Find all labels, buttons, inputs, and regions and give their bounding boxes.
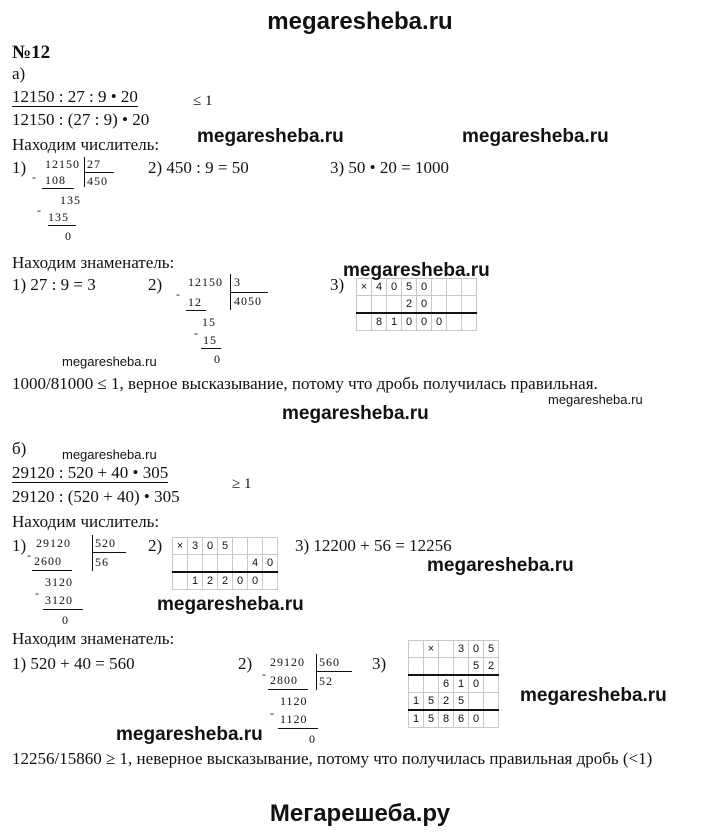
part-b-denominator-step-1: 1) 520 + 40 = 560 [12, 654, 135, 673]
part-a-step-3: 3) 50 • 20 = 1000 [330, 158, 449, 177]
remainder-final: 0 [62, 613, 69, 627]
divisor: 27 [87, 157, 101, 171]
remainder-final: 0 [65, 229, 72, 243]
watermark: megaresheba.ru [548, 392, 643, 407]
subtrahend-1: 2600 [34, 554, 62, 568]
part-b-expression-grouped: 29120 : (520 + 40) • 305 [12, 487, 180, 506]
task-number: №12 [12, 42, 51, 63]
part-b-multiplication-grid: × 3 0 5 4 0 1 2 2 0 0 [172, 537, 278, 590]
dividend: 29120 [36, 536, 71, 550]
minus-sign: - [35, 586, 40, 600]
part-a-expression-grouped: 12150 : (27 : 9) • 20 [12, 110, 150, 129]
dividend: 12150 [45, 157, 80, 171]
part-b-conclusion: 12256/15860 ≥ 1, неверное высказывание, потому что получилась правильная дробь (<1) [12, 749, 653, 768]
watermark: megaresheba.ru [62, 354, 157, 369]
part-a-label: а) [12, 64, 26, 83]
footer-site-title: Мегарешеба.ру [269, 800, 451, 827]
step-index: 1) [12, 158, 27, 177]
part-b-denominator-title: Находим знаменатель: [12, 629, 175, 648]
minus-sign: - [27, 548, 32, 562]
part-a-expression: 12150 : 27 : 9 • 20 [12, 87, 138, 106]
part-a-conclusion: 1000/81000 ≤ 1, верное высказывание, потому что дробь получилась правильная. [12, 374, 598, 393]
remainder-final: 0 [309, 732, 316, 746]
divisor: 560 [319, 655, 340, 669]
divisor: 520 [95, 536, 116, 550]
part-a-comparison: ≤ 1 [193, 93, 213, 109]
minus-sign: - [194, 326, 199, 340]
part-a-denominator-title: Находим знаменатель: [12, 253, 175, 272]
subtrahend-1: 2800 [270, 673, 298, 687]
part-b-label: б) [12, 439, 27, 458]
minus-sign: - [270, 706, 275, 720]
part-b-step-3: 3) 12200 + 56 = 12256 [295, 536, 452, 555]
minus-sign: - [32, 170, 37, 184]
quotient: 56 [95, 555, 109, 569]
watermark: megaresheba.ru [427, 555, 574, 576]
divisor: 3 [234, 275, 241, 289]
minus-sign: - [176, 287, 181, 301]
watermark: megaresheba.ru [116, 724, 263, 745]
dividend: 12150 [188, 275, 223, 289]
part-a-denominator-step-1: 1) 27 : 9 = 3 [12, 275, 96, 294]
minus-sign: - [37, 203, 42, 217]
remainder-1: 1120 [280, 694, 308, 708]
watermark: megaresheba.ru [282, 403, 429, 424]
quotient: 450 [87, 174, 108, 188]
part-b-multiplication-index: 2) [148, 536, 163, 555]
part-b-multiplication-index-2: 3) [372, 654, 387, 673]
dividend: 29120 [270, 655, 305, 669]
step-index: 1) [12, 536, 27, 555]
part-b-multiplication-grid-2: × 3 0 5 5 2 6 1 0 1 5 2 5 1 5 8 6 0 [408, 640, 499, 728]
part-b-comparison: ≥ 1 [232, 476, 252, 492]
watermark: megaresheba.ru [520, 685, 667, 706]
quotient: 52 [319, 674, 333, 688]
subtrahend-1: 108 [45, 173, 66, 187]
watermark: megaresheba.ru [343, 260, 490, 281]
remainder-1: 135 [60, 193, 81, 207]
subtrahend-2: 15 [203, 333, 217, 347]
part-a-step-2: 2) 450 : 9 = 50 [148, 158, 249, 177]
step-index: 2) [238, 654, 253, 673]
part-a-numerator-title: Находим числитель: [12, 135, 160, 154]
remainder-final: 0 [214, 352, 221, 366]
part-b-numerator-title: Находим числитель: [12, 512, 160, 531]
part-a-multiplication-grid: × 4 0 5 0 2 0 8 1 0 0 0 [356, 278, 477, 331]
subtrahend-2: 135 [48, 210, 69, 224]
watermark: megaresheba.ru [197, 126, 344, 147]
subtrahend-1: 12 [188, 295, 202, 309]
subtrahend-2: 1120 [280, 712, 308, 726]
remainder-1: 15 [202, 315, 216, 329]
remainder-1: 3120 [45, 575, 73, 589]
subtrahend-2: 3120 [45, 593, 73, 607]
part-a-multiplication-index: 3) [330, 275, 345, 294]
watermark: megaresheba.ru [62, 447, 157, 462]
minus-sign: - [262, 667, 267, 681]
step-index: 2) [148, 275, 163, 294]
quotient: 4050 [234, 294, 262, 308]
watermark: megaresheba.ru [157, 594, 304, 615]
part-b-expression: 29120 : 520 + 40 • 305 [12, 463, 169, 482]
header-site-title: megaresheba.ru [267, 8, 453, 35]
watermark: megaresheba.ru [462, 126, 609, 147]
